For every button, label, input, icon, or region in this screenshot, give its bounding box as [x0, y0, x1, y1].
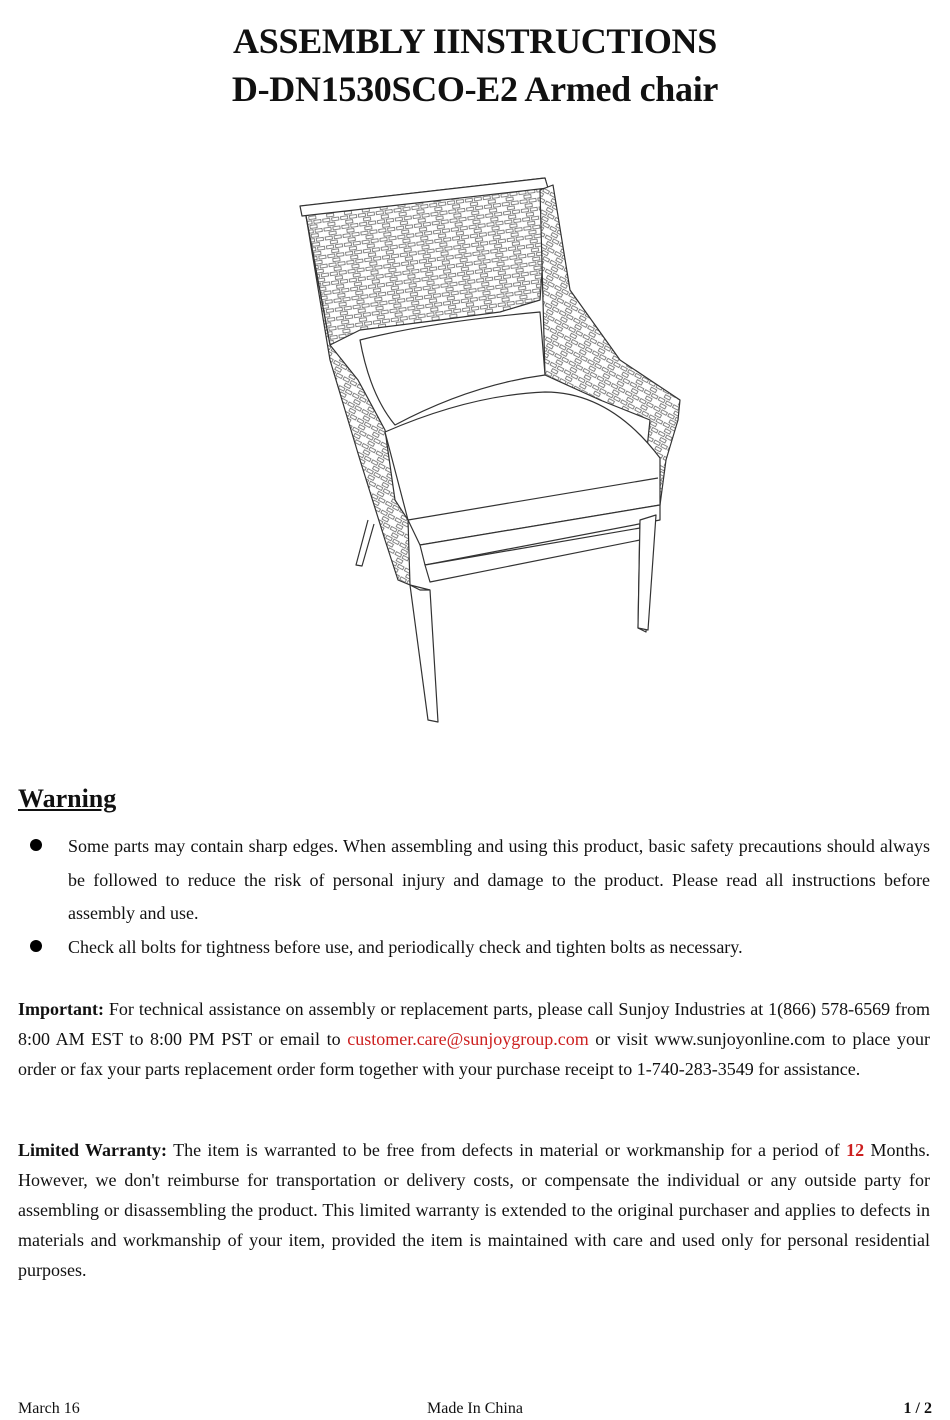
- warning-item-text: Check all bolts for tightness before use, and periodically check and tighten bolts as necessary.: [68, 936, 743, 957]
- warning-heading: Warning: [18, 784, 117, 813]
- footer-origin: Made In China: [427, 1400, 523, 1417]
- warning-item-text: Some parts may contain sharp edges. When assembling and using this product, basic safety precautions should always be followed to reduce the risk of personal injury and damage to the product. Please read all instructions before assembly and use.: [68, 836, 930, 923]
- important-text-1: For technical assistance on assembly or replacement parts, please call Sunjoy Industries at 1(866) 578-6569 from 8:00 AM EST to 8:00 PM PST or email to: [18, 999, 930, 1049]
- page-number: 1 / 2: [903, 1400, 932, 1417]
- warranty-period: 12: [846, 1140, 865, 1160]
- bullet-icon: [30, 839, 42, 851]
- important-text-2: or visit www.sunjoyonline.com to place your order or fax your parts replacement order form together with your purchase receipt to 1-740-283-3549 for assistance.: [18, 1029, 930, 1079]
- warranty-text-2: Months. However, we don't reimburse for transportation or delivery costs, or compensate the individual or any outside party for assembling or disassembling the product. This limited warranty is extended to the original purchaser and applies to defects in materials and workmanship of your item, provided the item is maintained with care and used only for personal residential purposes.: [18, 1140, 931, 1280]
- limited-warranty: [18, 1135, 930, 1285]
- important-notice: [18, 994, 930, 1084]
- footer-date: March 16: [18, 1400, 80, 1417]
- bullet-icon: [30, 940, 42, 952]
- document-title: ASSEMBLY IINSTRUCTIONS: [233, 21, 717, 61]
- armed-chair-illustration: [290, 170, 690, 730]
- warranty-text-1: The item is warranted to be free from defects in material or workmanship for a period of: [167, 1140, 847, 1160]
- warning-list: [18, 830, 930, 964]
- warning-item: [18, 830, 930, 931]
- product-title: D-DN1530SCO-E2 Armed chair: [231, 69, 719, 109]
- support-email-link[interactable]: customer.care@sunjoygroup.com: [347, 1029, 589, 1049]
- warranty-label: Limited Warranty:: [18, 1140, 168, 1160]
- warning-item: [18, 931, 930, 965]
- important-label: Important:: [18, 999, 104, 1019]
